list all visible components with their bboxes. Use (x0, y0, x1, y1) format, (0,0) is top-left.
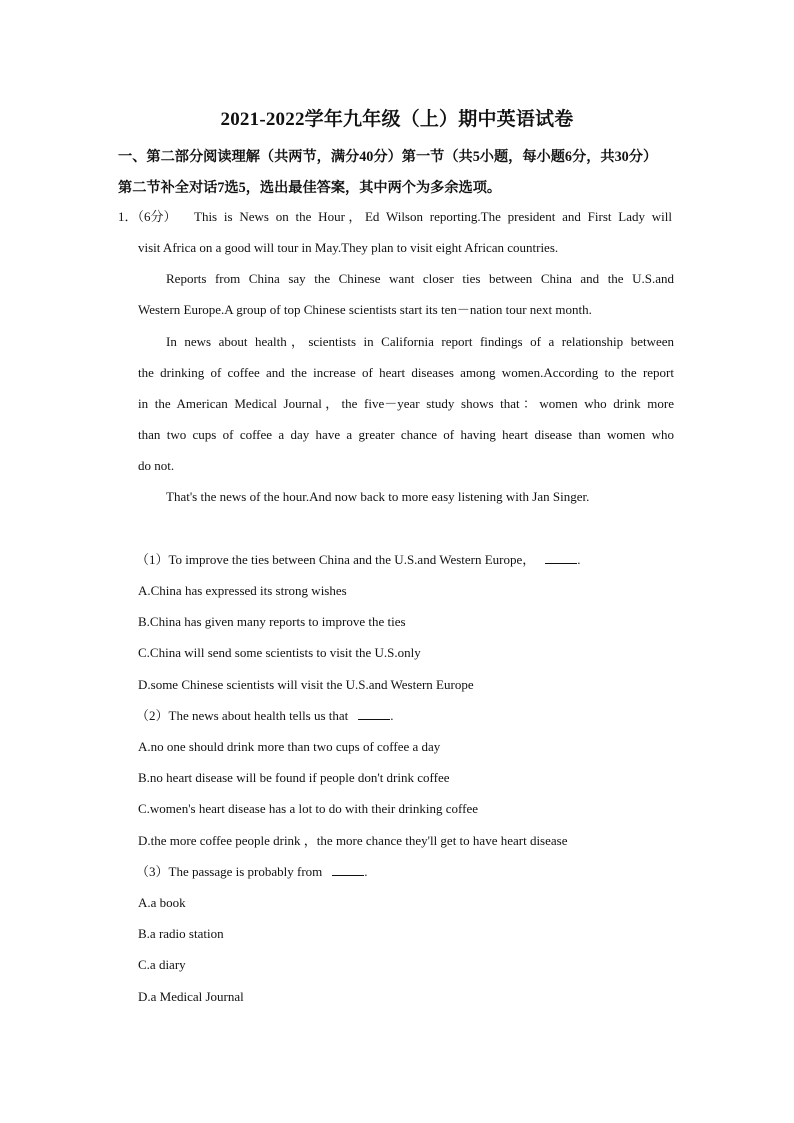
sub-question-3 (136, 864, 368, 880)
stem-end: . (390, 708, 394, 723)
option-a: A.a book (138, 895, 186, 910)
question-number: 1．（6分） (118, 209, 177, 224)
passage-line: Western Europe.A group of top Chinese scientists start its ten－nation tour next month. (138, 302, 592, 317)
passage-line: Reports from China say the Chinese want closer ties between China and the U.S.and (166, 271, 674, 286)
answer-blank[interactable] (358, 708, 390, 720)
passage-line: visit Africa on a good will tour in May.They plan to visit eight African countries. (138, 240, 559, 255)
sub-question-stem: （2）The news about health tells us that (136, 708, 349, 723)
answer-blank[interactable] (332, 864, 364, 876)
sub-question-stem: （1）To improve the ties between China and the U.S.and Western Europe， (136, 552, 536, 567)
sub-question-2 (136, 708, 394, 724)
option-d: D.some Chinese scientists will visit the U.S.and Western Europe (138, 677, 474, 692)
passage-line: the drinking of coffee and the increase of heart diseases among women.According to the report (138, 365, 674, 380)
option-a: A.China has expressed its strong wishes (138, 583, 347, 598)
stem-end: . (577, 552, 581, 567)
sub-question-1 (136, 552, 581, 568)
option-d: D.the more coffee people drink ，the more chance they'll get to have heart disease (138, 833, 568, 848)
answer-blank[interactable] (545, 552, 577, 564)
passage-line: in the American Medical Journal，the five－year study shows that：women who drink more (138, 396, 674, 411)
passage-line: than two cups of coffee a day have a greater chance of having heart disease than women who (138, 427, 674, 442)
section-heading-2: 第二节补全对话7选5，选出最佳答案，其中两个为多余选项。 (118, 180, 502, 196)
exam-title: 2021-2022学年九年级（上）期中英语试卷 (220, 109, 574, 130)
passage-line: do not. (138, 458, 175, 473)
option-c: C.China will send some scientists to visit the U.S.only (138, 645, 421, 660)
option-a: A.no one should drink more than two cups of coffee a day (138, 739, 441, 754)
passage-line: In news about health，scientists in California report findings of a relationship between (166, 334, 675, 349)
option-c: C.a diary (138, 957, 186, 972)
option-b: B.no heart disease will be found if people don't drink coffee (138, 770, 450, 785)
stem-end: . (364, 864, 368, 879)
option-c: C.women's heart disease has a lot to do with their drinking coffee (138, 801, 479, 816)
option-b: B.a radio station (138, 926, 224, 941)
section-heading-1: 一、第二部分阅读理解（共两节，满分40分）第一节（共5小题，每小题6分，共30分） (118, 149, 658, 165)
option-b: B.China has given many reports to improve the ties (138, 614, 406, 629)
passage-line: That's the news of the hour.And now back to more easy listening with Jan Singer. (166, 489, 590, 504)
option-d: D.a Medical Journal (138, 989, 244, 1004)
sub-question-stem: （3）The passage is probably from (136, 864, 323, 879)
passage-line: This is News on the Hour，Ed Wilson reporting.The president and First Lady will (194, 209, 672, 224)
